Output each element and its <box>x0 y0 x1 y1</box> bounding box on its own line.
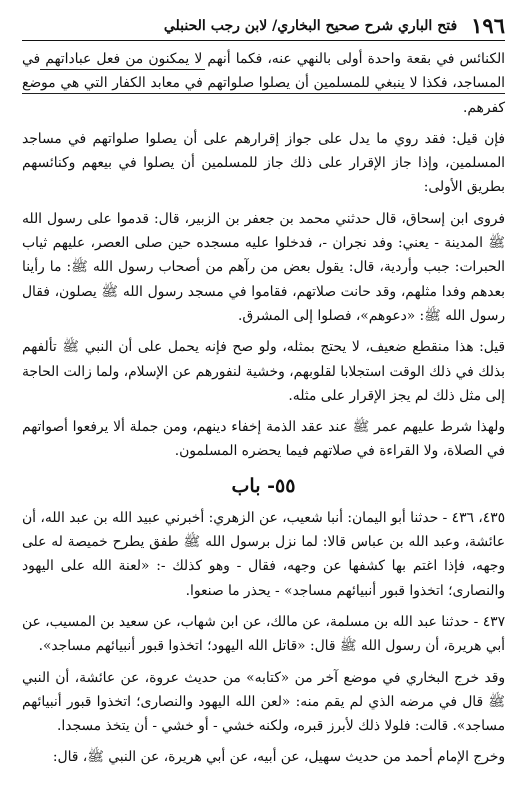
page-body <box>22 47 505 770</box>
paragraph: ٤٣٧ - حدثنا عبد الله بن مسلمة، عن مالك، عن ابن شهاب، عن سعيد بن المسيب، عن أبي هريرة، أن رسول الله ﷺ قال: «قاتل الله اليهود؛ اتخذوا قبور أنبيائهم مساجد». <box>22 613 505 655</box>
paragraph: وقد خرج البخاري في موضع آخر من «كتابه» من حديث عروة، عن عائشة، أن النبي ﷺ قال في مرضه الذي لم يقم منه: «لعن الله اليهود والنصارى؛ اتخذوا قبور أنبيائهم مساجد». قالت: فلولا ذلك لأبرز قبره، ولكنه خشي - أو خشي - أن يتخذ مسجدا. <box>22 669 505 735</box>
handwritten-underline <box>40 69 205 70</box>
paragraph-text: الكنائس في بقعة واحدة أولى بالنهي عنه، فكما أنهم لا يمكنون من فعل عباداتهم في المساجد، فكذا لا ينبغي للمسلمين أن يصلوا صلواتهم في معابد الكفار التي هي موضع كفرهم. <box>22 51 505 116</box>
paragraph: ولهذا شرط عليهم عمر ﷺ عند عقد الذمة إخفاء دينهم، ومن جملة ألا يرفعوا أصواتهم في الصلاة، ولا القراءة في صلاتهم فيما يحضره المسلمون. <box>22 419 505 460</box>
paragraph <box>22 47 505 120</box>
paragraph: وخرج الإمام أحمد من حديث سهيل، عن أبيه، عن أبي هريرة، عن النبي ﷺ، قال: <box>52 749 505 766</box>
running-title: فتح الباري شرح صحيح البخاري/ لابن رجب الحنبلي <box>163 18 458 34</box>
paragraph: ٤٣٥، ٤٣٦ - حدثنا أبو اليمان: أنبا شعيب، عن الزهري: أخبرني عبيد الله بن عبد الله، أن عائشة، وعبد الله بن عباس قالا: لما نزل برسول الله ﷺ طفق يطرح خميصة له على وجهه، فإذا اغتم بها كشفها عن وجهه، فقال - وهو كذلك -: «لعنة الله على اليهود والنصارى؛ اتخذوا قبور أنبيائهم مساجد» - يحذر ما صنعوا. <box>22 509 505 599</box>
handwritten-underline <box>22 93 505 94</box>
paragraph: فإن قيل: فقد روي ما يدل على جواز إقرارهم على أن يصلوا صلواتهم في مساجد المسلمين، وإذا جاز الإقرار على ذلك جاز للمسلمين أن يصلوا في بيعهم وكنائسهم بطريق الأولى: <box>22 130 505 196</box>
chapter-heading: ٥٥- باب <box>231 474 296 497</box>
page-header <box>22 10 505 41</box>
paragraph: قيل: هذا منقطع ضعيف، لا يحتج بمثله، ولو صح فإنه يحمل على أن النبي ﷺ تألفهم بذلك في ذلك الوقت استجلابا لقلوبهم، وخشية لنفورهم عن الإسلام، ولما زالت الحاجة إلى مثل ذلك لم يجز الإقرار على مثله. <box>22 339 505 404</box>
page-number: ١٩٦ <box>471 13 505 38</box>
paragraph: فروى ابن إسحاق، قال حدثني محمد بن جعفر بن الزبير، قال: قدموا على رسول الله ﷺ المدينة - يعني: وفد نجران -، فدخلوا عليه مسجده حين صلى العصر، عليهم ثياب الحبرات: جبب وأردية، قال: يقول بعض من رآهم من أصحاب رسول الله ﷺ: ما رأينا بعدهم وفدا مثلهم، وقد حانت صلاتهم، فقاموا في مسجد رسول الله ﷺ يصلون، فقال رسول الله ﷺ: «دعوهم»، فصلوا إلى المشرق. <box>22 210 505 324</box>
